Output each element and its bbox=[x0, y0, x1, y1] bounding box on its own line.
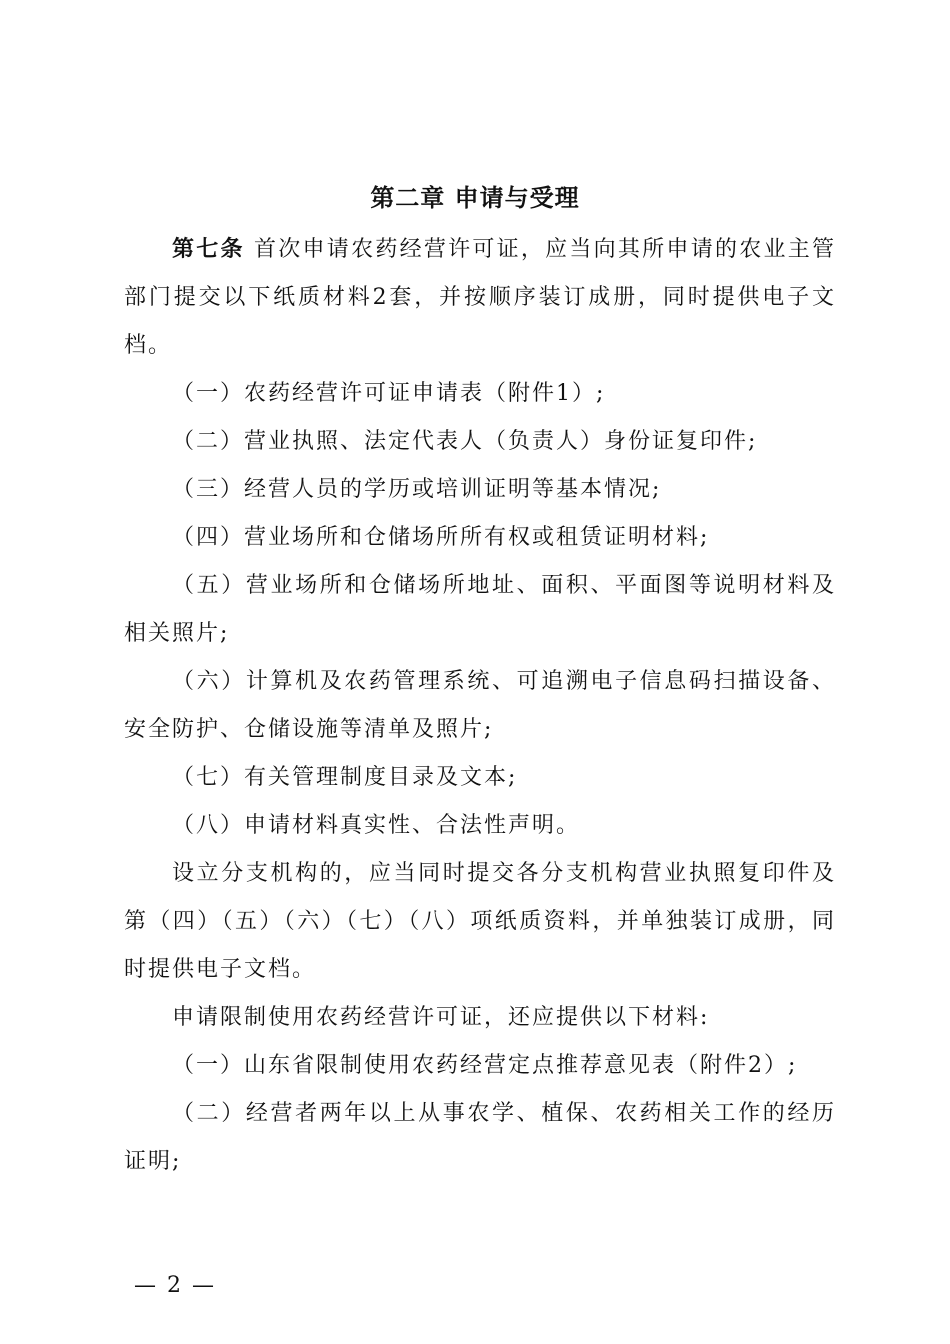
list-item: （一）农药经营许可证申请表（附件1）; bbox=[172, 381, 606, 406]
list-item: （一）山东省限制使用农药经营定点推荐意见表（附件2）; bbox=[172, 1053, 798, 1078]
page-number: — 2 — bbox=[134, 1273, 216, 1298]
list-item: （二）营业执照、法定代表人（负责人）身份证复印件; bbox=[172, 429, 758, 454]
list-item: （七）有关管理制度目录及文本; bbox=[172, 765, 518, 790]
list-item: （三）经营人员的学历或培训证明等基本情况; bbox=[172, 477, 662, 502]
list-item: （五）营业场所和仓储场所地址、面积、平面图等说明材料及相关照片; bbox=[124, 573, 836, 646]
article-label: 第七条 bbox=[172, 237, 245, 262]
branch-paragraph: 设立分支机构的，应当同时提交各分支机构营业执照复印件及第（四）（五）（六）（七）（八）项纸质资料，并单独装订成册，同时提供电子文档。 bbox=[124, 861, 836, 982]
list-item: （八）申请材料真实性、合法性声明。 bbox=[172, 813, 581, 838]
chapter-title: 第二章 申请与受理 bbox=[370, 184, 580, 212]
article-paragraph bbox=[124, 226, 836, 370]
list-item: （四）营业场所和仓储场所所有权或租赁证明材料; bbox=[172, 525, 710, 550]
list-item: （二）经营者两年以上从事农学、植保、农药相关工作的经历证明; bbox=[124, 1101, 836, 1174]
list-item: （六）计算机及农药管理系统、可追溯电子信息码扫描设备、安全防护、仓储设施等清单及照片; bbox=[124, 669, 836, 742]
body-text bbox=[124, 226, 836, 1186]
article-text: 首次申请农药经营许可证，应当向其所申请的农业主管部门提交以下纸质材料2套，并按顺序装订成册，同时提供电子文档。 bbox=[124, 237, 836, 358]
restricted-intro: 申请限制使用农药经营许可证，还应提供以下材料: bbox=[172, 1005, 710, 1030]
